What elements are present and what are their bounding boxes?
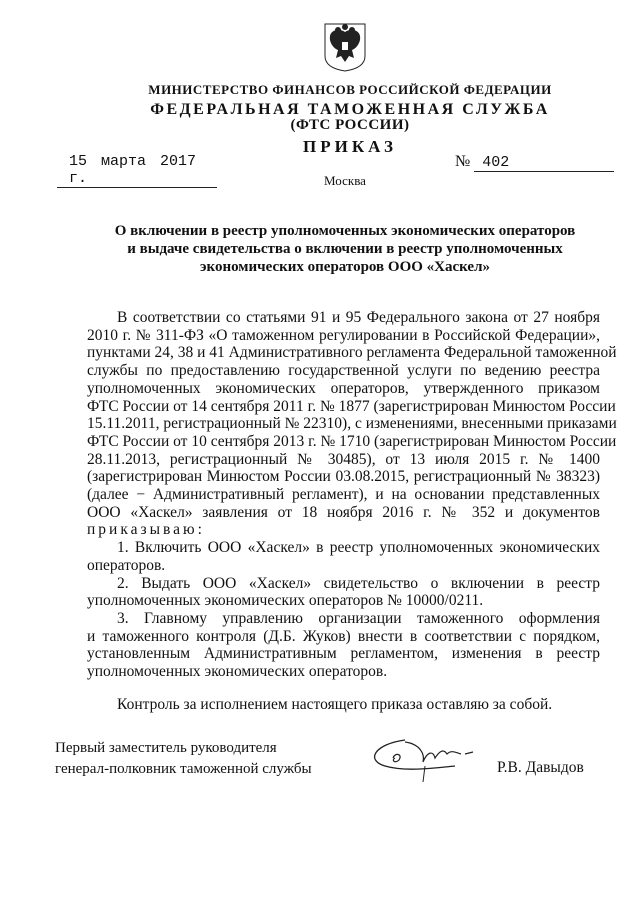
service-name: ФЕДЕРАЛЬНАЯ ТАМОЖЕННАЯ СЛУЖБА <box>150 101 550 118</box>
body-line: (зарегистрирован Минюстом России 03.08.2015, регистрационный № 38323) <box>87 468 600 486</box>
document-body <box>87 309 617 681</box>
city: Москва <box>324 173 366 188</box>
signatory-name: Р.В. Давыдов <box>497 759 584 776</box>
position-line: Первый заместитель руководителя <box>55 740 277 756</box>
body-line: 2010 г. № 311-ФЗ «О таможенном регулировании в Российской Федерации», <box>87 326 600 344</box>
date-month: марта <box>101 153 147 170</box>
body-line: 15.11.2011, регистрационный № 22310), с изменениями, внесенными приказами <box>87 415 617 433</box>
item-3-line: и таможенного контроля (Д.Б. Жуков) внести в соответствии с порядком, <box>87 627 600 645</box>
title-line: экономических операторов ООО «Хаскел» <box>200 259 490 275</box>
item-3-line: уполномоченных экономических операторов. <box>87 663 388 681</box>
body-line: ФТС России от 14 сентября 2011 г. № 1877 (зарегистрирован Минюстом России <box>87 397 616 415</box>
body-line: уполномоченных экономических операторов, утвержденного приказом <box>87 379 600 397</box>
service-short-name: (ФТС РОССИИ) <box>290 117 410 133</box>
title-line: О включении в реестр уполномоченных экономических операторов <box>114 223 576 239</box>
body-line: ООО «Хаскел» заявления от 18 ноября 2016 г. № 352 и документов <box>87 503 600 521</box>
body-line: ФТС России от 10 сентября 2013 г. № 1710 (зарегистрирован Минюстом России <box>87 432 617 450</box>
position-line: генерал-полковник таможенной службы <box>55 761 312 777</box>
body-line-order-word: приказываю: <box>87 521 205 539</box>
body-line: службы по предоставлению государственной услуги по ведению реестра <box>87 362 600 380</box>
item-3-line: установленным Административным регламентом, изменения в реестр <box>87 645 600 663</box>
body-line: (далее − Административный регламент), и на основании представленных <box>87 486 600 504</box>
handwritten-signature <box>365 730 485 790</box>
coat-of-arms-emblem <box>321 22 369 72</box>
body-line: В соответствии со статьями 91 и 95 Федерального закона от 27 ноября <box>117 309 600 326</box>
title-line: и выдаче свидетельства о включении в реестр уполномоченных <box>127 241 563 257</box>
control-statement: Контроль за исполнением настоящего приказа оставляю за собой. <box>117 696 553 713</box>
signatory-position <box>55 738 312 780</box>
number-label: № <box>455 153 471 170</box>
item-1-line: 1. Включить ООО «Хаскел» в реестр уполномоченных экономических <box>117 539 600 557</box>
body-line: 28.11.2013, регистрационный № 30485), от 13 июля 2015 г. № 1400 <box>87 450 600 468</box>
item-3-line: 3. Главному управлению организации таможенного оформления <box>117 609 600 627</box>
item-2-line: уполномоченных экономических операторов № 10000/0211. <box>87 592 484 610</box>
document-number <box>455 153 625 172</box>
document-type: ПРИКАЗ <box>303 137 397 156</box>
document-title <box>25 222 640 276</box>
number-value: 402 <box>474 154 614 172</box>
date-day: 15 <box>69 153 88 170</box>
ministry-name: МИНИСТЕРСТВО ФИНАНСОВ РОССИЙСКОЙ ФЕДЕРАЦИИ <box>148 82 552 97</box>
body-line: пунктами 24, 38 и 41 Административного регламента Федеральной таможенной <box>87 344 617 362</box>
date-year: 2017 г. <box>69 153 197 187</box>
item-1-line: операторов. <box>87 556 166 574</box>
item-2-line: 2. Выдать ООО «Хаскел» свидетельство о включении в реестр <box>117 574 600 592</box>
